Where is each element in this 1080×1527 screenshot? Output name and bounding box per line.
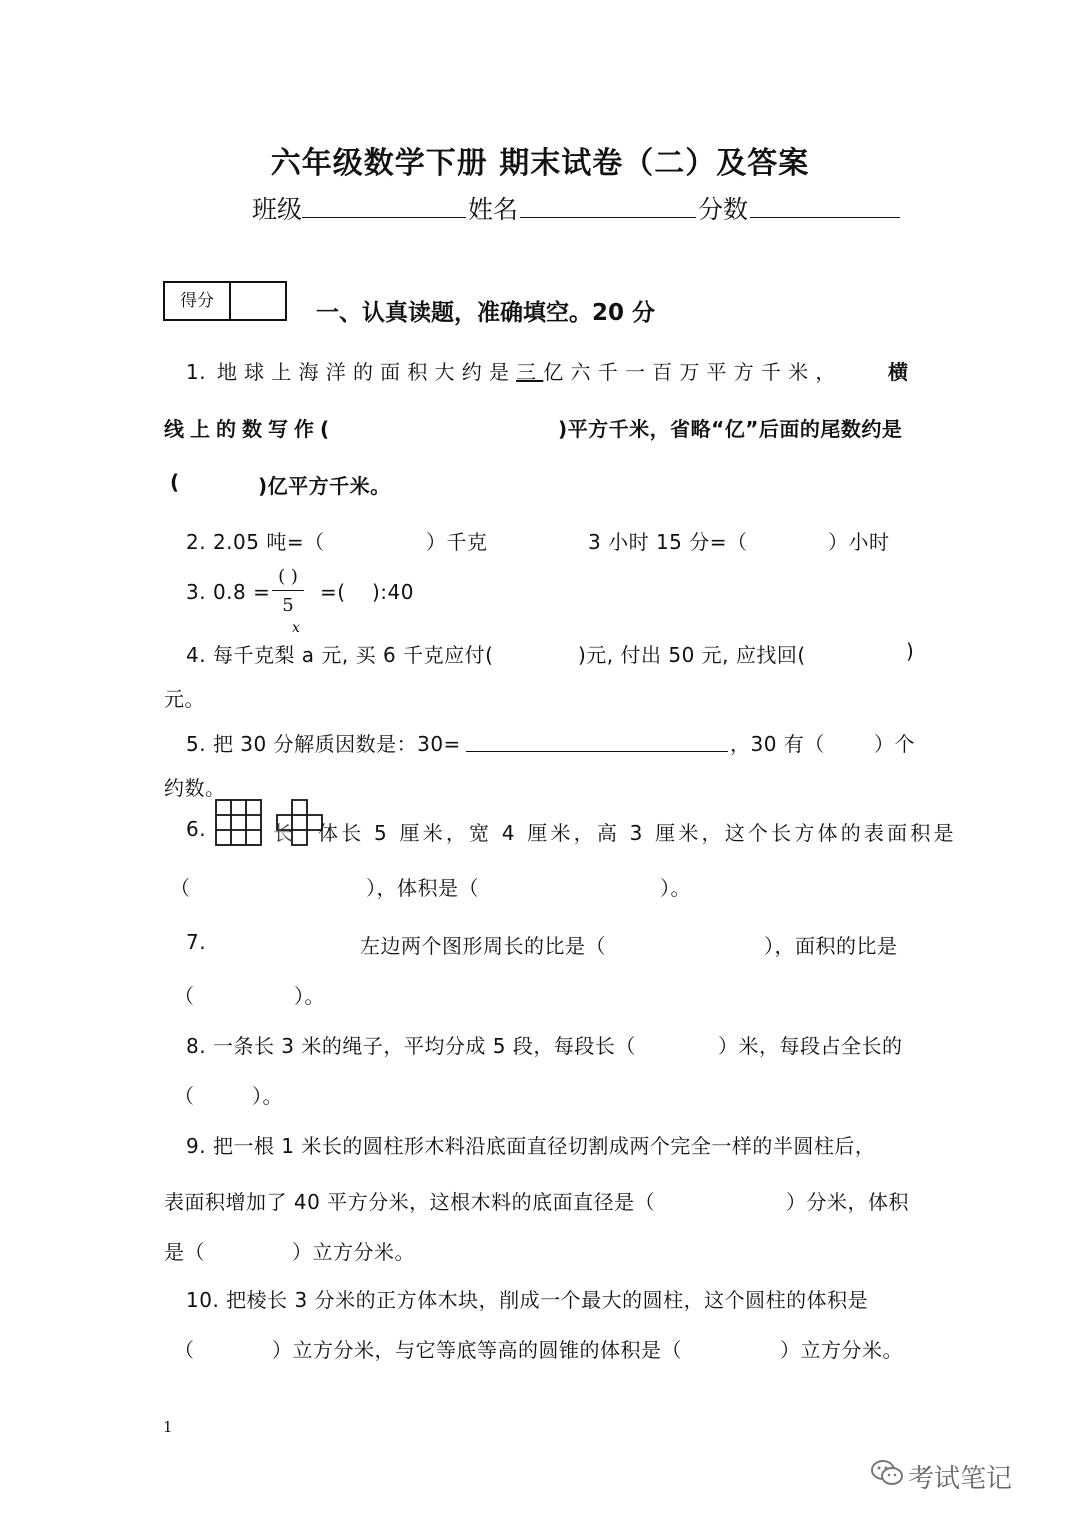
name-field[interactable]: [520, 190, 696, 218]
q7-number: 7.: [186, 930, 207, 954]
class-field[interactable]: [302, 190, 466, 218]
q4-d: 元。: [164, 687, 205, 711]
q1-number: 1.: [186, 360, 207, 384]
page-title: 六年级数学下册 期末试卷（二）及答案: [270, 146, 810, 181]
q2-b: ）千克: [426, 530, 488, 554]
score-box: [163, 281, 287, 321]
q1-line2-a: 线上的数写作(: [164, 417, 336, 441]
q5-c: ）个: [874, 732, 915, 756]
q4-stray-mark: x: [292, 620, 300, 636]
q6-d: ），体积是（: [366, 876, 479, 900]
q1-text-b: 亿六千一百万平方千米，: [543, 360, 843, 384]
q1-line3-b: )亿平方千米。: [258, 474, 391, 498]
q3-b: =(: [320, 580, 346, 604]
score-field[interactable]: [750, 190, 900, 218]
q6-b: 体长 5 厘米，宽 4 厘米，高 3 厘米，这个长方体的表面积是: [318, 821, 957, 845]
q9-a: 9. 把一根 1 米长的圆柱形木料沿底面直径切割成两个完全一样的半圆柱后，: [186, 1134, 876, 1158]
q7-b: ），面积的比是: [764, 934, 898, 958]
q4-b: )元, 付出 50 元, 应找回(: [578, 643, 806, 667]
q7-c: （: [174, 984, 195, 1008]
q5-b: ，30 有（: [730, 732, 825, 756]
q6-c: （: [170, 876, 191, 900]
wechat-icon: [870, 1458, 904, 1488]
q9-e: ）立方分米。: [292, 1240, 415, 1264]
score-label: 分数: [698, 195, 749, 224]
q9-c: ）分米，体积: [786, 1190, 909, 1214]
q8-b: ）米，每段占全长的: [718, 1034, 903, 1058]
q1-line2-b: )平方千米，省略“亿”后面的尾数约是: [558, 417, 903, 441]
q1-underlined-digit: 三: [516, 360, 544, 384]
q5-a: 5. 把 30 分解质因数是：30=: [186, 732, 461, 756]
class-label: 班级: [252, 195, 303, 224]
q1-text-a: 地球上海洋的面积大约是: [216, 360, 517, 384]
q10-c: ）立方分米，与它等底等高的圆锥的体积是（: [272, 1338, 682, 1362]
q3-fraction-numerator: ( ): [278, 566, 298, 587]
q2-a: 2. 2.05 吨=（: [186, 530, 325, 554]
q10-b: （: [174, 1338, 195, 1362]
q5-d: 约数。: [164, 776, 226, 800]
q4-a: 4. 每千克梨 a 元, 买 6 千克应付(: [186, 643, 494, 667]
q5-answer-line[interactable]: [466, 728, 728, 752]
q3-a: 3. 0.8 =: [186, 580, 271, 604]
page-number: 1: [163, 1418, 173, 1436]
q2-c: 3 小时 15 分=（: [588, 530, 748, 554]
question-1-line1: [186, 356, 843, 385]
q2-d: ）小时: [828, 530, 890, 554]
q6-e: ）。: [660, 876, 691, 900]
name-label: 姓名: [468, 195, 519, 224]
q10-d: ）立方分米。: [780, 1338, 903, 1362]
q6-a: 长: [273, 821, 294, 845]
q7-a: 左边两个图形周长的比是（: [360, 934, 606, 958]
q3-fraction-bar: [272, 590, 304, 591]
q9-b: 表面积增加了 40 平方分米，这根木料的底面直径是（: [164, 1190, 656, 1214]
q8-a: 8. 一条长 3 米的绳子，平均分成 5 段，每段长（: [186, 1034, 636, 1058]
q8-c: （: [174, 1084, 195, 1108]
q3-fraction-denominator: 5: [282, 595, 294, 616]
q6-number: 6.: [186, 817, 207, 841]
q1-text-c: 横: [888, 360, 909, 384]
q3-fraction: [272, 566, 304, 616]
q10-a: 10. 把棱长 3 分米的正方体木块，削成一个最大的圆柱，这个圆柱的体积是: [186, 1288, 869, 1312]
q9-d: 是（: [164, 1240, 205, 1264]
section-heading: 一、认真读题，准确填空。20 分: [316, 300, 656, 326]
q7-d: ）。: [294, 984, 325, 1008]
grid-figure: [216, 800, 261, 845]
q1-line3-a: (: [170, 470, 180, 494]
q4-c: ): [906, 639, 915, 663]
q8-d: ）。: [252, 1084, 283, 1108]
q3-c: ):40: [372, 580, 414, 604]
score-box-label: 得分: [165, 283, 231, 319]
watermark-text: 考试笔记: [908, 1464, 1013, 1494]
